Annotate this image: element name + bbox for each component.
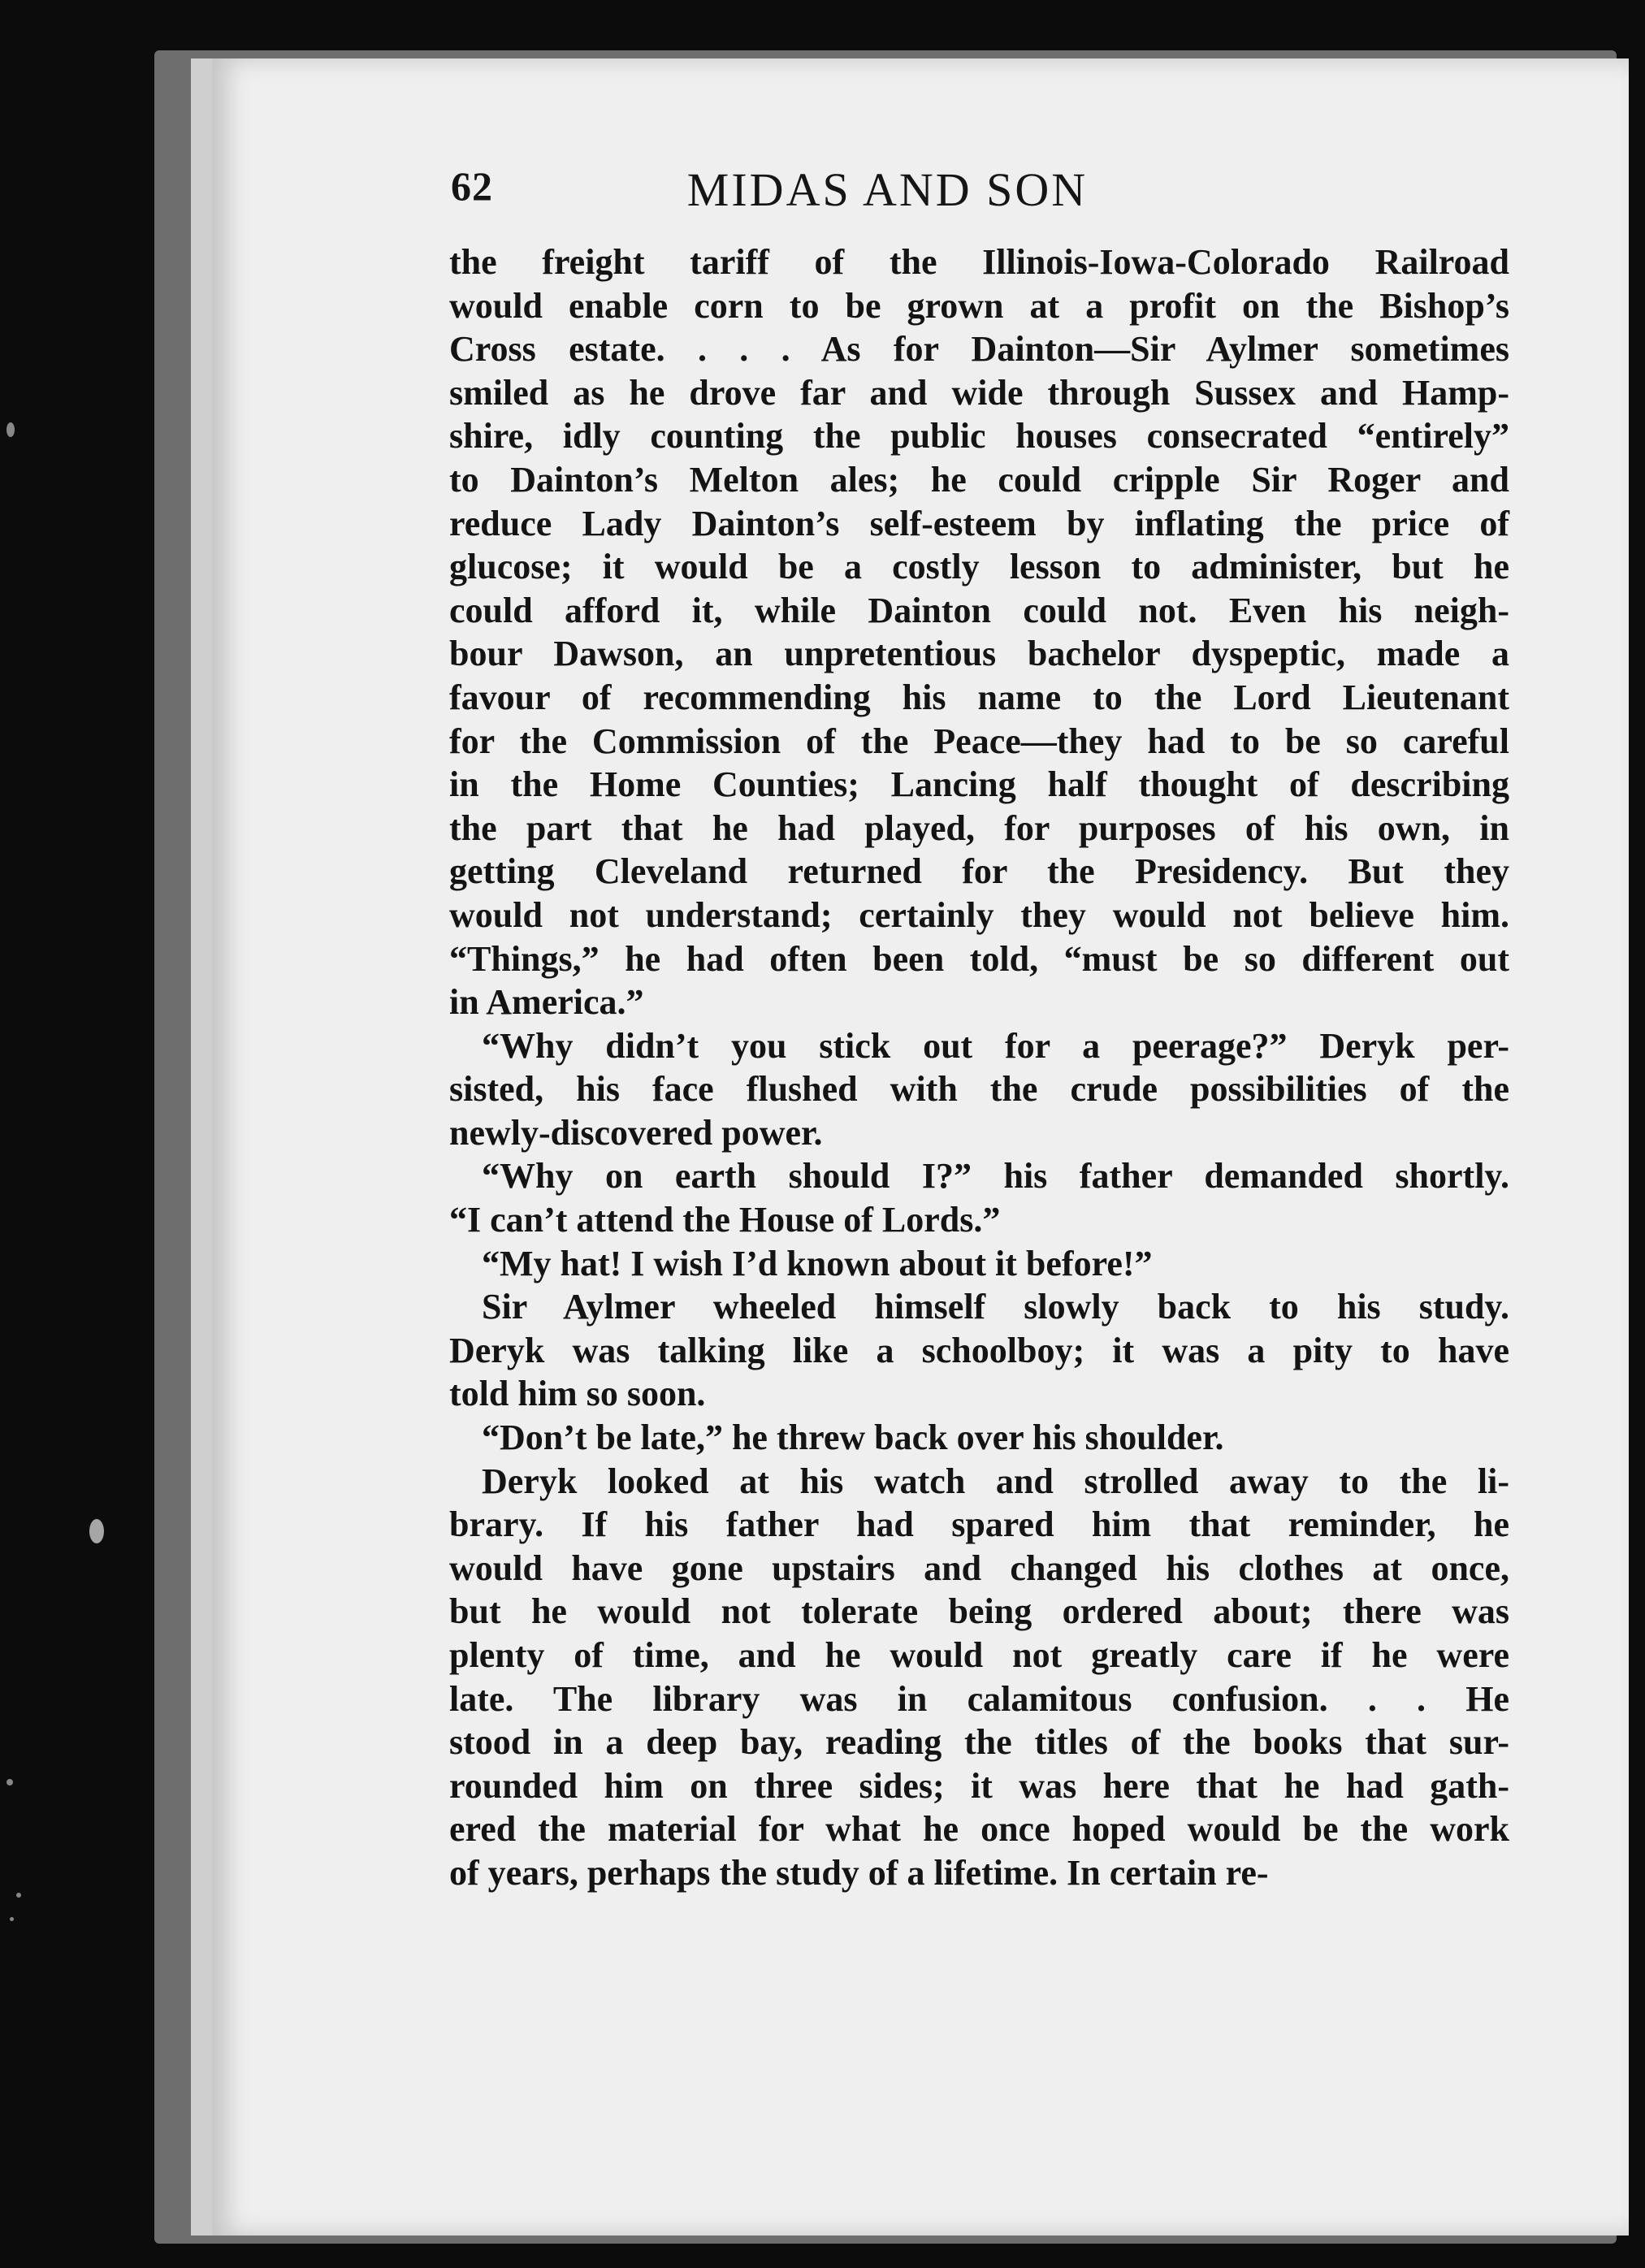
text-line: would enable corn to be grown at a profit on the Bishop’s [449, 285, 1509, 326]
body-text [449, 240, 1509, 1895]
text-line: reduce Lady Dainton’s self-esteem by inflating the price of [449, 503, 1509, 543]
text-line: “Don’t be late,” he threw back over his shoulder. [482, 1418, 1224, 1458]
paragraph [449, 1242, 1509, 1286]
text-line: to Dainton’s Melton ales; he could cripple Sir Roger and [449, 459, 1509, 500]
paragraph [449, 1416, 1509, 1460]
paragraph [449, 240, 1509, 1024]
text-line: ered the material for what he once hoped would be the work [449, 1809, 1509, 1850]
text-line: the freight tariff of the Illinois-Iowa-Colorado Railroad [449, 242, 1509, 282]
text-line: sisted, his face flushed with the crude possibilities of the [449, 1069, 1509, 1110]
text-line: Cross estate. . . . As for Dainton—Sir Aylmer sometimes [449, 329, 1509, 370]
text-line: for the Commission of the Peace—they had to be so careful [449, 721, 1509, 761]
scan-speck [6, 422, 15, 437]
page-number: 62 [451, 163, 493, 209]
text-line: glucose; it would be a costly lesson to administer, but he [449, 547, 1509, 587]
text-line: Deryk was talking like a schoolboy; it was a pity to have [449, 1330, 1509, 1370]
text-line: would have gone upstairs and changed his clothes at once, [449, 1547, 1509, 1588]
paragraph [449, 1460, 1509, 1895]
text-line: “I can’t attend the House of Lords.” [449, 1200, 1001, 1240]
paragraph [449, 1154, 1509, 1241]
text-line: “Why on earth should I?” his father demanded shortly. [482, 1156, 1509, 1197]
text-line: bour Dawson, an unpretentious bachelor dyspeptic, made a [449, 634, 1509, 674]
text-line: “Things,” he had often been told, “must be so different out [449, 938, 1509, 979]
scan-speck [16, 1893, 21, 1898]
text-line: in America.” [449, 982, 644, 1023]
text-line: newly-discovered power. [449, 1112, 823, 1153]
text-line: brary. If his father had spared him that reminder, he [449, 1504, 1509, 1545]
text-line: favour of recommending his name to the Lord Lieutenant [449, 677, 1509, 717]
text-line: of years, perhaps the study of a lifetime. In certain re- [449, 1852, 1269, 1893]
text-line: late. The library was in calamitous confusion. . . He [449, 1678, 1509, 1719]
text-line: but he would not tolerate being ordered about; there was [449, 1591, 1509, 1632]
running-title: MIDAS AND SON [686, 163, 1089, 216]
text-line: Sir Aylmer wheeled himself slowly back to his study. [482, 1287, 1509, 1327]
text-line: rounded him on three sides; it was here that he had gath- [449, 1765, 1509, 1806]
scan-speck [89, 1519, 104, 1543]
text-line: would not understand; certainly they would not believe him. [449, 894, 1509, 935]
text-line: smiled as he drove far and wide through Sussex and Hamp- [449, 372, 1509, 413]
text-line: the part that he had played, for purposes of his own, in [449, 807, 1509, 848]
scan-speck [10, 1917, 14, 1921]
page-header [256, 162, 1519, 227]
text-line: stood in a deep bay, reading the titles of the books that sur- [449, 1722, 1509, 1763]
text-line: Deryk looked at his watch and strolled away to the li- [482, 1461, 1509, 1501]
scan-speck [6, 1779, 13, 1785]
paragraph [449, 1285, 1509, 1416]
text-line: “My hat! I wish I’d known about it before!” [482, 1243, 1153, 1283]
text-line: plenty of time, and he would not greatly care if he were [449, 1635, 1509, 1675]
paragraph [449, 1024, 1509, 1155]
text-line: “Why didn’t you stick out for a peerage?” Deryk per- [482, 1025, 1509, 1066]
text-line: told him so soon. [449, 1374, 706, 1414]
text-line: could afford it, while Dainton could not. Even his neigh- [449, 590, 1509, 630]
text-line: getting Cleveland returned for the Presidency. But they [449, 851, 1509, 892]
text-line: in the Home Counties; Lancing half thought of describing [449, 764, 1509, 805]
text-line: shire, idly counting the public houses consecrated “entirely” [449, 416, 1509, 457]
